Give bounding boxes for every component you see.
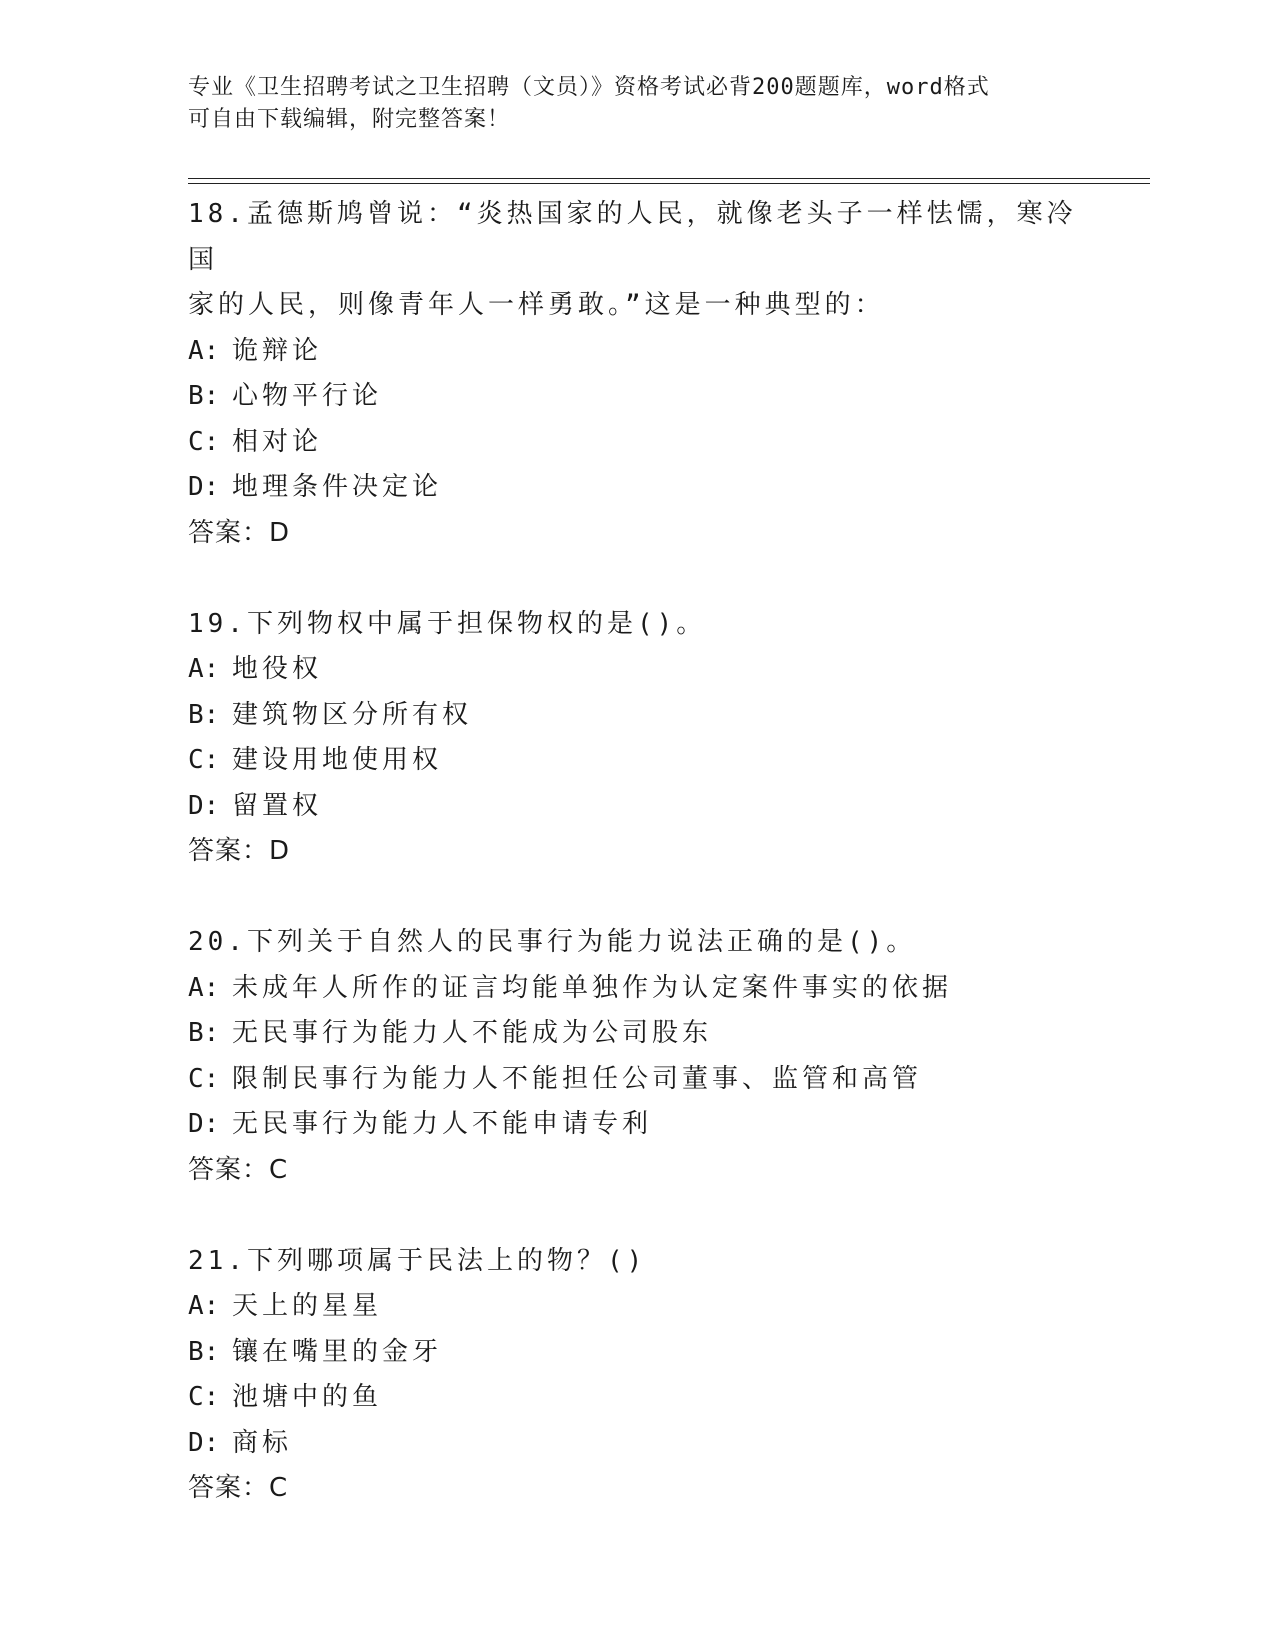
option-text: 池塘中的鱼 <box>232 1382 383 1412</box>
option-text: 地役权 <box>232 654 323 684</box>
document-header <box>188 72 1068 136</box>
option-b <box>188 693 1088 739</box>
question-line: 21.下列哪项属于民法上的物？() <box>188 1245 647 1276</box>
option-a <box>188 966 1088 1012</box>
option-label: C: <box>188 1063 220 1094</box>
option-text: 无民事行为能力人不能申请专利 <box>232 1109 653 1139</box>
option-d <box>188 465 1088 511</box>
option-b <box>188 1011 1088 1057</box>
header-line-2: 可自由下载编辑，附完整答案！ <box>188 107 511 132</box>
option-label: D: <box>188 1109 220 1139</box>
option-label: A: <box>188 972 220 1003</box>
option-label: D: <box>188 790 220 821</box>
option-text: 天上的星星 <box>232 1291 383 1321</box>
answer: 答案：D <box>188 517 291 548</box>
header-line-1: 专业《卫生招聘考试之卫生招聘（文员）》资格考试必背200题题库，word格式 <box>188 75 990 100</box>
header-double-rule <box>188 178 1150 184</box>
question-line: 家的人民，则像青年人一样勇敢。”这是一种典型的： <box>188 290 885 320</box>
option-text: 未成年人所作的证言均能单独作为认定案件事实的依据 <box>232 972 953 1003</box>
option-label: B: <box>188 699 220 730</box>
option-label: A: <box>188 654 220 684</box>
answer: 答案：D <box>188 836 291 866</box>
spacer <box>188 875 1088 921</box>
option-text: 诡辩论 <box>232 335 323 366</box>
option-label: D: <box>188 472 220 502</box>
option-c <box>188 420 1088 466</box>
divider-line <box>188 183 1150 184</box>
option-label: B: <box>188 1336 220 1367</box>
answer: 答案：C <box>188 1473 289 1503</box>
option-label: A: <box>188 1291 220 1321</box>
option-text: 建设用地使用权 <box>232 745 443 775</box>
option-text: 留置权 <box>232 790 323 821</box>
question-20 <box>188 920 1088 1193</box>
option-c <box>188 1057 1088 1103</box>
question-line: 19.下列物权中属于担保物权的是()。 <box>188 608 707 639</box>
question-line: 20.下列关于自然人的民事行为能力说法正确的是()。 <box>188 927 917 957</box>
option-label: B: <box>188 381 220 411</box>
question-19 <box>188 602 1088 875</box>
option-d <box>188 1102 1088 1148</box>
question-text <box>188 1239 1078 1285</box>
option-label: A: <box>188 335 220 366</box>
option-a <box>188 1284 1088 1330</box>
option-a <box>188 329 1088 375</box>
option-b <box>188 1330 1088 1376</box>
question-text <box>188 920 1078 966</box>
question-18 <box>188 192 1088 556</box>
option-text: 心物平行论 <box>232 381 383 411</box>
divider-line <box>188 178 1150 179</box>
spacer <box>188 556 1088 602</box>
option-text: 相对论 <box>232 426 323 457</box>
option-text: 商标 <box>232 1427 293 1458</box>
option-c <box>188 738 1088 784</box>
option-text: 无民事行为能力人不能成为公司股东 <box>232 1018 713 1048</box>
question-list <box>188 192 1088 1512</box>
question-line: 18.孟德斯鸠曾说：“炎热国家的人民，就像老头子一样怯懦，寒冷国 <box>188 199 1077 275</box>
question-text <box>188 192 1078 329</box>
option-b <box>188 374 1088 420</box>
option-text: 建筑物区分所有权 <box>232 699 473 730</box>
answer: 答案：C <box>188 1154 289 1185</box>
question-text <box>188 602 1078 648</box>
option-label: C: <box>188 1382 220 1412</box>
spacer <box>188 1193 1088 1239</box>
option-label: C: <box>188 745 220 775</box>
option-c <box>188 1375 1088 1421</box>
option-text: 限制民事行为能力人不能担任公司董事、监管和高管 <box>232 1063 923 1094</box>
option-d <box>188 1421 1088 1467</box>
option-label: C: <box>188 426 220 457</box>
option-a <box>188 647 1088 693</box>
question-21 <box>188 1239 1088 1512</box>
option-text: 镶在嘴里的金牙 <box>232 1336 443 1367</box>
option-label: D: <box>188 1427 220 1458</box>
option-text: 地理条件决定论 <box>232 472 443 502</box>
option-label: B: <box>188 1018 220 1048</box>
option-d <box>188 784 1088 830</box>
